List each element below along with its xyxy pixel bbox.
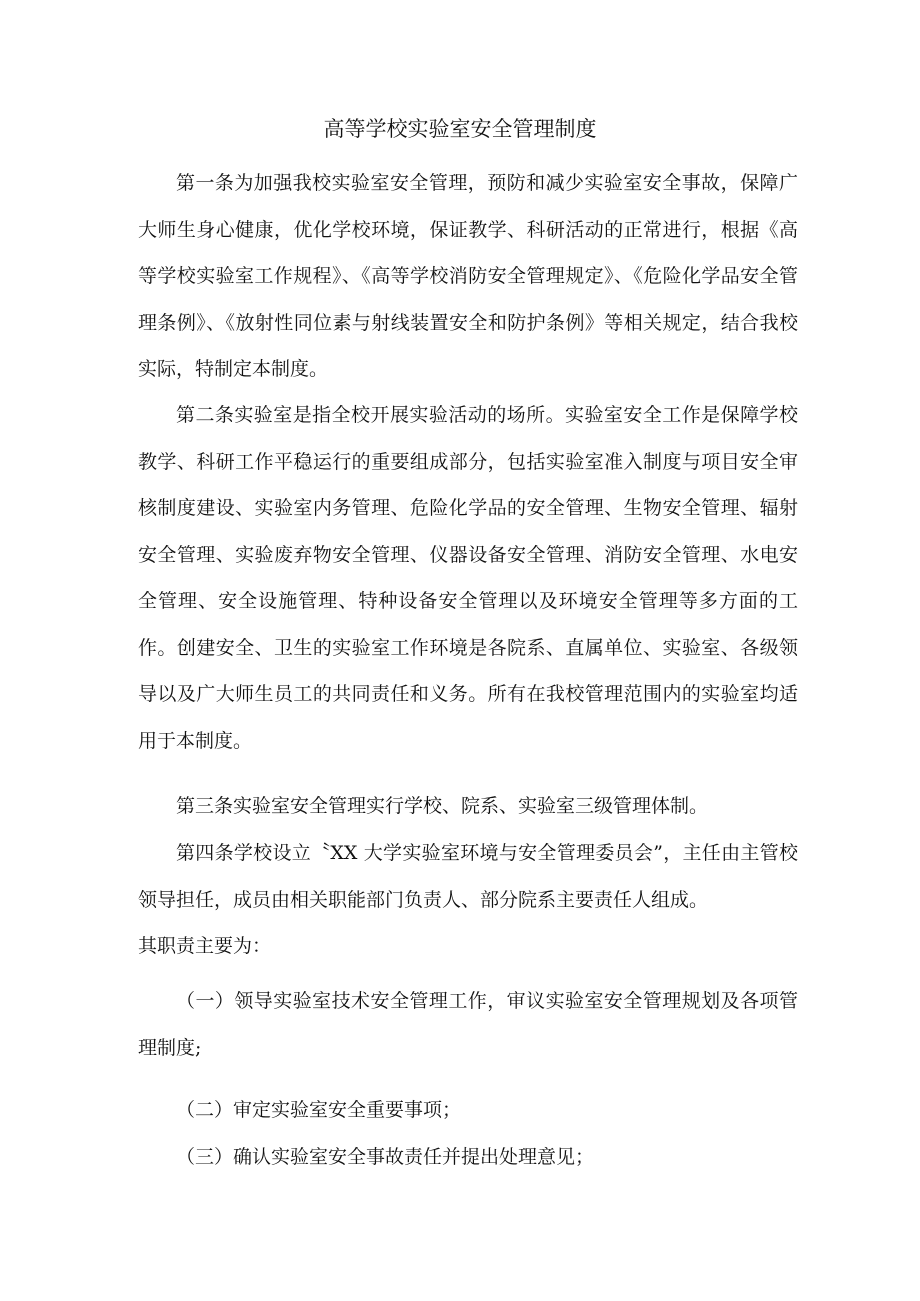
- article-4-paragraph: 第四条学校设立〝XX 大学实验室环境与安全管理委员会”，主任由主管校领导担任，成员由相关职能部门负责人、部分院系主要责任人组成。: [138, 842, 798, 911]
- article-2-paragraph: 第二条实验室是指全校开展实验活动的场所。实验室安全工作是保障学校教学、科研工作平稳运行的重要组成部分，包括实验室准入制度与项目安全审核制度建设、实验室内务管理、危险化学品的安全管理、生物安全管理、辐射安全管理、实验废弃物安全管理、仪器设备安全管理、消防安全管理、水电安全管理、安全设施管理、特种设备安全管理以及环境安全管理等多方面的工作。创建安全、卫生的实验室工作环境是各院系、直属单位、实验室、各级领导以及广大师生员工的共同责任和义务。所有在我校管理范围内的实验室均适用于本制度。: [138, 404, 798, 752]
- duty-item-3: （三）确认实验室安全事故责任并提出处理意见；: [176, 1146, 595, 1168]
- duties-intro-line: 其职责主要为：: [138, 935, 272, 957]
- duty-item-2: （二）审定实验室安全重要事项；: [176, 1099, 462, 1121]
- article-3-paragraph: 第三条实验室安全管理实行学校、院系、实验室三级管理体制。: [176, 795, 709, 817]
- article-1-paragraph: 第一条为加强我校实验室安全管理，预防和减少实验室安全事故，保障广大师生身心健康，优化学校环境，保证教学、科研活动的正常进行，根据《高等学校实验室工作规程》、《高等学校消防安全管理规定》、《危险化学品安全管理条例》、《放射性同位素与射线装置安全和防护条例》等相关规定，结合我校实际，特制定本制度。: [138, 172, 798, 380]
- duty-item-1: （一）领导实验室技术安全管理工作，审议实验室安全管理规划及各项管理制度;: [138, 990, 798, 1059]
- document-title: 高等学校实验室安全管理制度: [323, 117, 597, 141]
